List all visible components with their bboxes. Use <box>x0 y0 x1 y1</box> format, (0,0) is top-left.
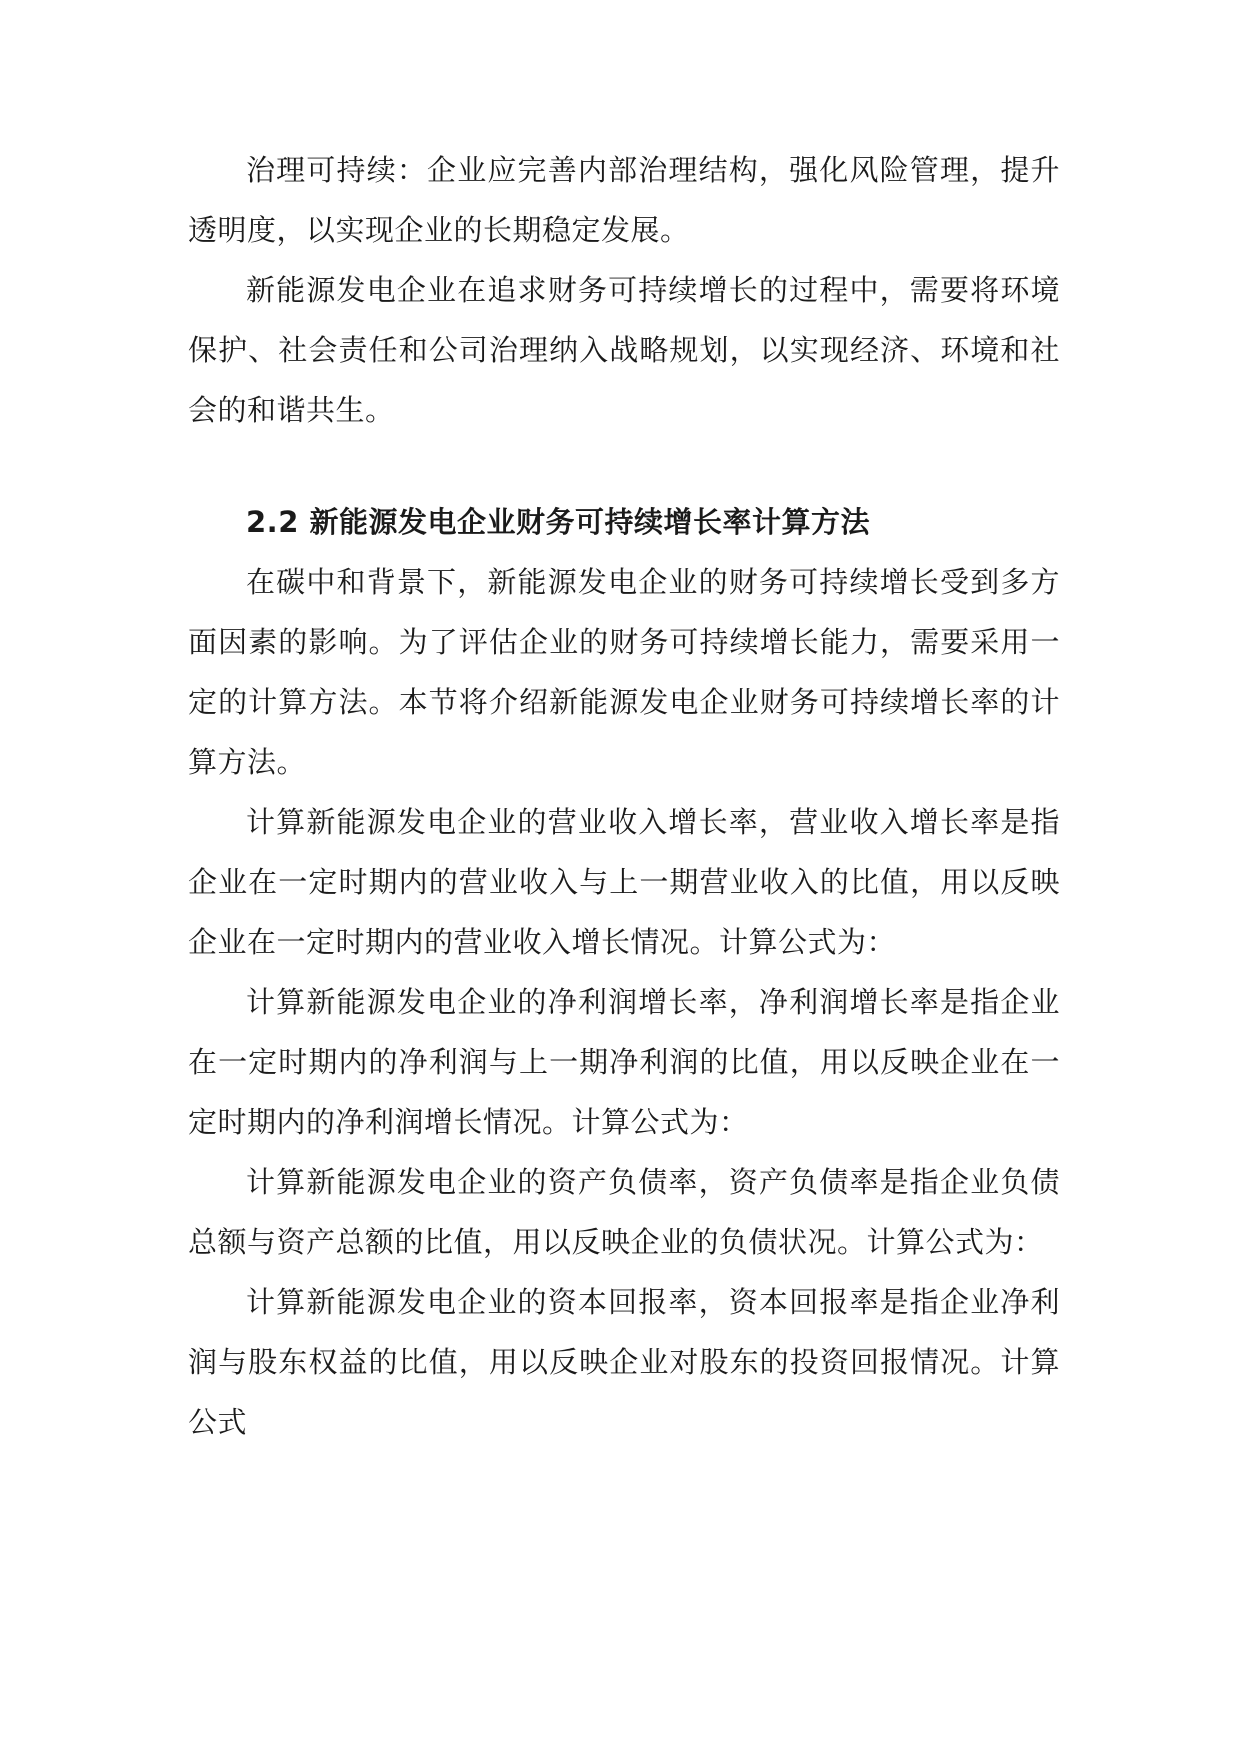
paragraph-return-on-capital: 计算新能源发电企业的资本回报率，资本回报率是指企业净利润与股东权益的比值，用以反映企业对股东的投资回报情况。计算公式 <box>188 1285 1060 1439</box>
paragraph-introduction: 在碳中和背景下，新能源发电企业的财务可持续增长受到多方面因素的影响。为了评估企业的财务可持续增长能力，需要采用一定的计算方法。本节将介绍新能源发电企业财务可持续增长率的计算方法。 <box>188 565 1060 779</box>
paragraph-debt-ratio: 计算新能源发电企业的资产负债率，资产负债率是指企业负债总额与资产总额的比值，用以反映企业的负债状况。计算公式为： <box>188 1165 1060 1259</box>
section-heading: 2.2 新能源发电企业财务可持续增长率计算方法 <box>246 505 870 539</box>
paragraph-harmonious-coexistence: 新能源发电企业在追求财务可持续增长的过程中，需要将环境保护、社会责任和公司治理纳入战略规划，以实现经济、环境和社会的和谐共生。 <box>188 273 1060 427</box>
paragraph-net-profit-growth-rate: 计算新能源发电企业的净利润增长率，净利润增长率是指企业在一定时期内的净利润与上一期净利润的比值，用以反映企业在一定时期内的净利润增长情况。计算公式为： <box>188 985 1060 1139</box>
document-body <box>188 140 1060 1452</box>
paragraph-revenue-growth-rate: 计算新能源发电企业的营业收入增长率，营业收入增长率是指企业在一定时期内的营业收入与上一期营业收入的比值，用以反映企业在一定时期内的营业收入增长情况。计算公式为： <box>188 805 1060 959</box>
paragraph-governance-sustainability: 治理可持续：企业应完善内部治理结构，强化风险管理，提升透明度，以实现企业的长期稳定发展。 <box>188 153 1060 247</box>
